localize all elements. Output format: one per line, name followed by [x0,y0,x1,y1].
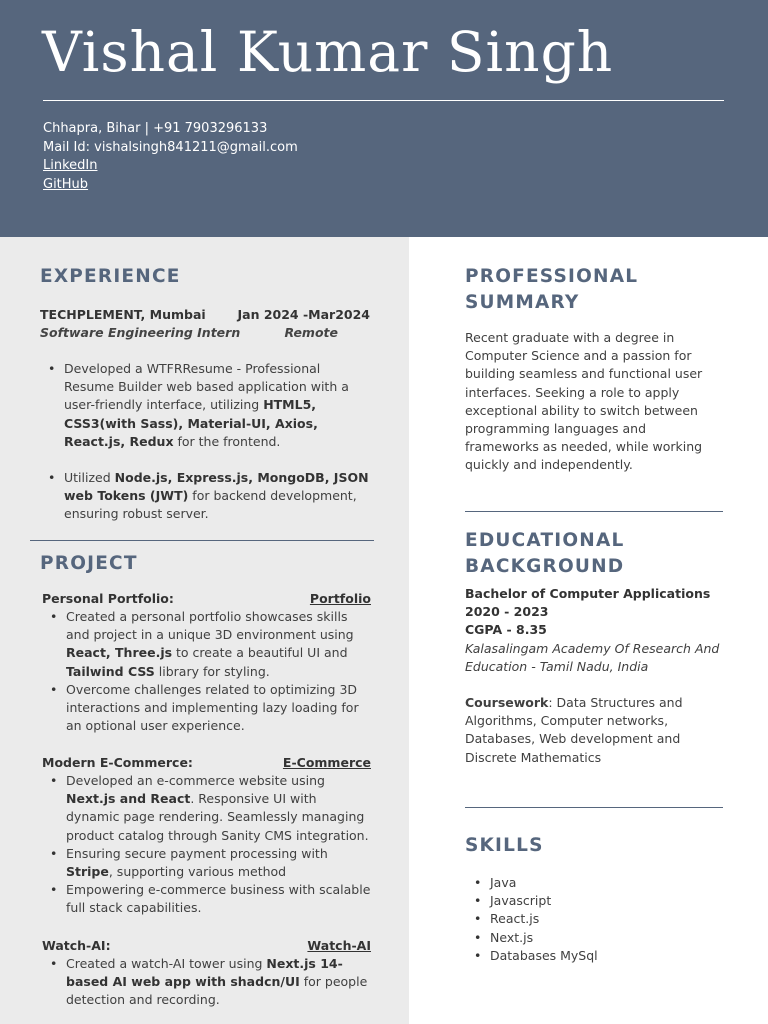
summary-text: Recent graduate with a degree in Computer Science and a passion for building seamless and functional user interfaces. Seeking a role to apply exceptional ability to switch between programming languages and frameworks as needed, while working quickly and independently. [465,330,703,473]
education-heading: EDUCATIONAL BACKGROUND [465,530,625,577]
right-divider [465,511,723,512]
left-divider [30,540,374,541]
project-entry-watch-ai [42,937,371,1010]
experience-dates: Jan 2024 -Mar2024 [237,307,370,322]
education-years: 2020 - 2023 [465,604,549,620]
project-name: Watch-AI: [42,938,111,953]
job-role: Software Engineering Intern [40,325,241,340]
company-name: TECHPLEMENT, Mumbai [40,307,206,322]
project-entry-portfolio [42,590,371,735]
list-item: • Developed a WTFRResume - Professional Resume Builder web based application with a user-friendly interface, utilizing HTML5, CSS3(with Sass), Material-UI, Axios, React.js, Redux for the frontend. [40,360,370,451]
list-item: • Javascript [466,892,716,910]
ecommerce-link[interactable]: E-Commerce [282,755,371,770]
list-item: • Created a personal portfolio showcases skills and project in a unique 3D environment using React, Three.js to create a beautiful UI and Tailwind CSS library for styling. [42,608,371,681]
experience-bullets [40,360,370,524]
list-item: • Overcome challenges related to optimizing 3D interactions and implementing lazy loading for an optional user experience. [42,681,371,736]
skills-list [466,874,716,965]
list-item: • Created a watch-AI tower using Next.js 14-based AI web app with shadcn/UI for people detection and recording. [42,955,371,1010]
list-item: • React.js [466,910,716,928]
experience-heading: EXPERIENCE [40,266,181,287]
list-item: • Empowering e-commerce business with scalable full stack capabilities. [42,881,371,917]
coursework: Coursework: Data Structures and Algorithms, Computer networks, Databases, Web development and Discrete Mathematics [465,695,683,765]
list-item: • Developed an e-commerce website using Next.js and React. Responsive UI with dynamic page rendering. Seamlessly managing product catalog through Sanity CMS integration. [42,772,371,845]
list-item: • Next.js [466,929,716,947]
list-item: • Utilized Node.js, Express.js, MongoDB, JSON web Tokens (JWT) for backend development, ensuring robust server. [40,469,370,524]
project-entry-ecommerce [42,754,371,918]
list-item: • Ensuring secure payment processing with Stripe, supporting various method [42,845,371,881]
candidate-name: Vishal Kumar Singh [42,20,614,84]
project-name: Personal Portfolio: [42,591,174,606]
project-name: Modern E-Commerce: [42,755,193,770]
work-mode: Remote [284,325,338,340]
github-link[interactable]: GitHub [43,176,89,192]
right-divider [465,807,723,808]
skills-heading: SKILLS [465,835,544,856]
degree: Bachelor of Computer Applications [465,586,711,601]
list-item: • Databases MySql [466,947,716,965]
summary-heading: PROFESSIONAL SUMMARY [465,266,639,313]
watch-ai-link[interactable]: Watch-AI [307,938,371,953]
email: Mail Id: vishalsingh841211@gmail.com [43,139,298,155]
location-phone: Chhapra, Bihar | +91 7903296133 [43,121,268,136]
header-divider [43,100,724,101]
cgpa: CGPA - 8.35 [465,622,547,638]
institution: Kalasalingam Academy Of Research And Education - Tamil Nadu, India [465,640,720,674]
resume-header [0,0,768,237]
project-heading: PROJECT [40,553,138,574]
education-entry [465,585,723,767]
linkedin-link[interactable]: LinkedIn [43,158,98,173]
portfolio-link[interactable]: Portfolio [309,591,371,606]
experience-entry-header [40,306,370,342]
list-item: • Java [466,874,716,892]
contact-info [43,120,298,194]
